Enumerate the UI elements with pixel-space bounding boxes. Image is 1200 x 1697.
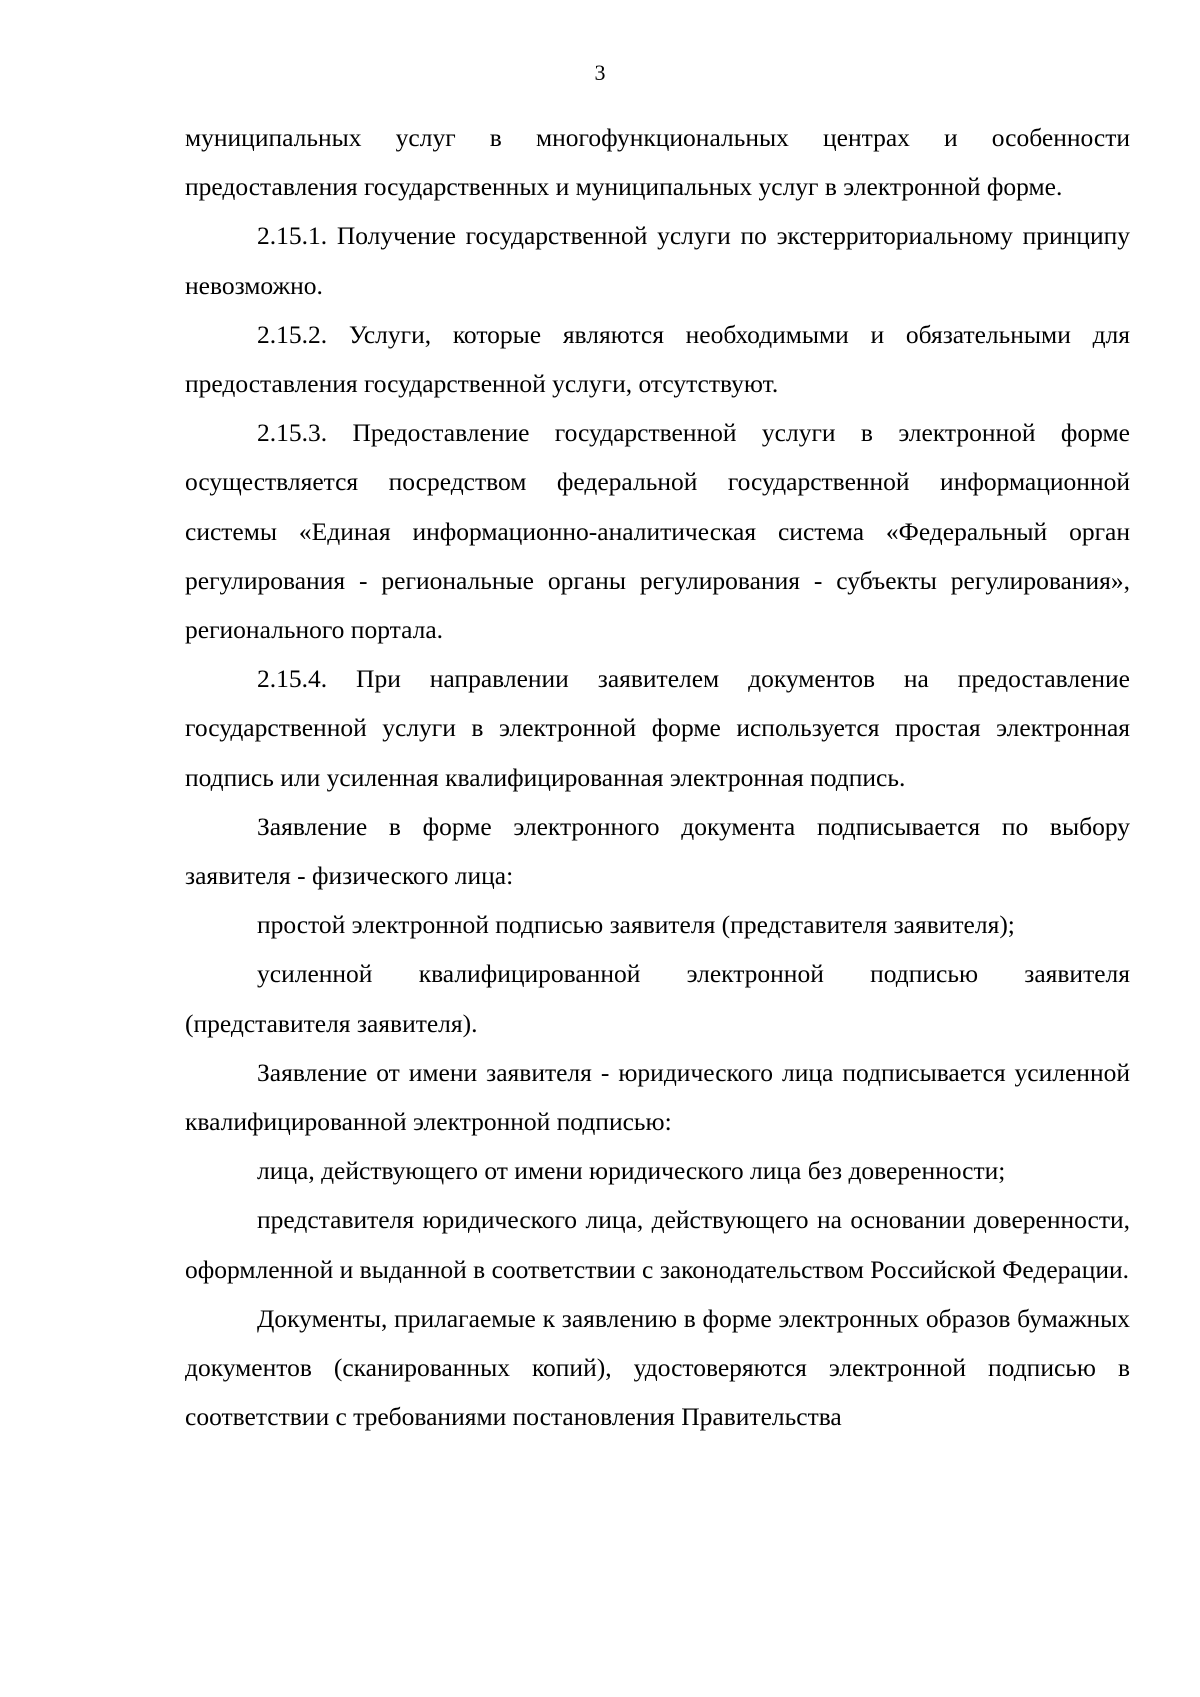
paragraph-attached-documents: Документы, прилагаемые к заявлению в форме электронных образов бумажных документов (сканированных копий), удостоверяются электронной подписью в соответствии с требованиями постановления Правительства <box>185 1303 1130 1432</box>
paragraph-legal-entity-signature: Заявление от имени заявителя - юридического лица подписывается усиленной квалифицированной электронной подписью: <box>185 1057 1130 1137</box>
paragraph-2-15-3: 2.15.3. Предоставление государственной услуги в электронной форме осуществляется посредством федеральной государственной информационной системы «Единая информационно-аналитическая система «Федеральный орган регулирования - региональные органы регулирования - субъекты регулирования», регионального портала. <box>185 418 1130 645</box>
list-item-simple-signature: простой электронной подписью заявителя (представителя заявителя); <box>257 910 1015 940</box>
page-number: 3 <box>594 60 606 85</box>
paragraph-individual-signature: Заявление в форме электронного документа подписывается по выбору заявителя - физического лица: <box>185 811 1130 891</box>
paragraph-continuation: муниципальных услуг в многофункциональных центрах и особенности предоставления государственных и муниципальных услуг в электронной форме. <box>185 123 1130 202</box>
paragraph-2-15-2: 2.15.2. Услуги, которые являются необходимыми и обязательными для предоставления государственной услуги, отсутствуют. <box>185 319 1130 399</box>
list-item-qualified-signature: усиленной квалифицированной электронной подписью заявителя (представителя заявителя). <box>185 959 1130 1038</box>
paragraph-2-15-4: 2.15.4. При направлении заявителем документов на предоставление государственной услуги в электронной форме используется простая электронная подпись или усиленная квалифицированная электронная подпись. <box>185 664 1130 792</box>
document-body <box>185 113 1130 1441</box>
list-item-representative: представителя юридического лица, действующего на основании доверенности, оформленной и выданной в соответствии с законодательством Российской Федерации. <box>185 1205 1130 1284</box>
list-item-without-power-of-attorney: лица, действующего от имени юридического лица без доверенности; <box>257 1156 1006 1186</box>
paragraph-2-15-1: 2.15.1. Получение государственной услуги по экстерриториальному принципу невозможно. <box>185 221 1130 300</box>
